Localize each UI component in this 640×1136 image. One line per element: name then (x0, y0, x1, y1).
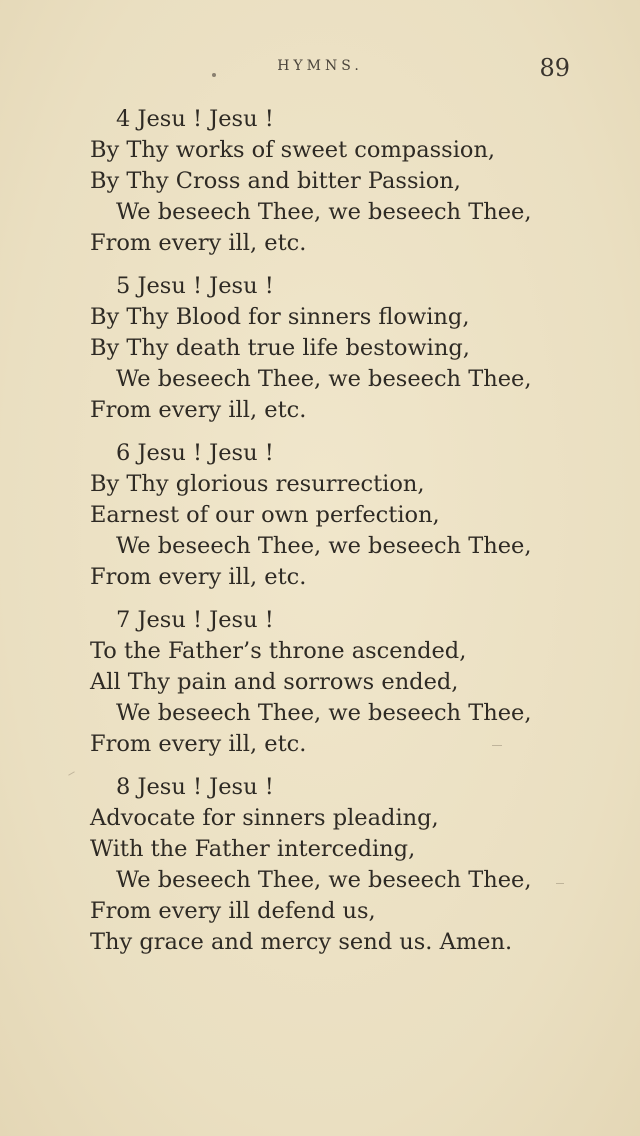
verse-line: By Thy Cross and bitter Passion, (90, 168, 461, 194)
stanza-heading: 5 Jesu ! Jesu ! (116, 273, 274, 299)
hymn-text (90, 104, 610, 970)
verse-line: Earnest of our own perfection, (90, 502, 440, 528)
ink-speck (492, 745, 502, 746)
closing-line: From every ill, etc. (90, 230, 307, 256)
stanza-heading: 4 Jesu ! Jesu ! (116, 106, 274, 132)
verse-line: By Thy death true life bestowing, (90, 335, 470, 361)
ink-speck (556, 883, 564, 884)
stanza-8 (90, 772, 610, 958)
stanza-heading: 7 Jesu ! Jesu ! (116, 607, 274, 633)
closing-line: From every ill, etc. (90, 731, 307, 757)
refrain-line: We beseech Thee, we beseech Thee, (116, 199, 532, 225)
stanza-heading: 6 Jesu ! Jesu ! (116, 440, 274, 466)
refrain-line: We beseech Thee, we beseech Thee, (116, 366, 532, 392)
verse-line: With the Father interceding, (90, 836, 416, 862)
stanza-heading: 8 Jesu ! Jesu ! (116, 774, 274, 800)
refrain-line: We beseech Thee, we beseech Thee, (116, 700, 532, 726)
running-header: HYMNS. (277, 58, 363, 74)
refrain-line: We beseech Thee, we beseech Thee, (116, 867, 532, 893)
stanza-6 (90, 438, 610, 593)
verse-line: Advocate for sinners pleading, (90, 805, 439, 831)
verse-line: By Thy works of sweet compassion, (90, 137, 496, 163)
verse-line: By Thy Blood for sinners flowing, (90, 304, 470, 330)
final-line: Thy grace and mercy send us. Amen. (90, 929, 513, 955)
closing-line: From every ill, etc. (90, 564, 307, 590)
stanza-7 (90, 605, 610, 760)
verse-line: To the Father’s throne ascended, (90, 638, 467, 664)
closing-line: From every ill defend us, (90, 898, 376, 924)
ink-speck (68, 771, 75, 775)
verse-line: All Thy pain and sorrows ended, (90, 669, 459, 695)
stanza-4 (90, 104, 610, 259)
closing-line: From every ill, etc. (90, 397, 307, 423)
stanza-5 (90, 271, 610, 426)
verse-line: By Thy glorious resurrection, (90, 471, 425, 497)
page-number: 89 (539, 54, 570, 82)
refrain-line: We beseech Thee, we beseech Thee, (116, 533, 532, 559)
